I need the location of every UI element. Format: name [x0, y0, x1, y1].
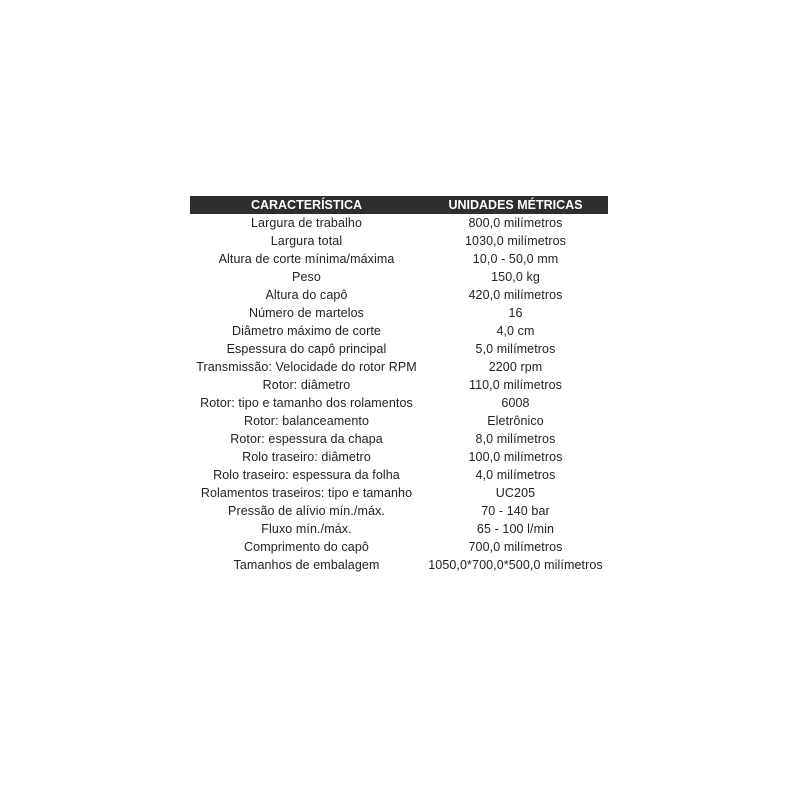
feature-cell: Rotor: balanceamento	[244, 414, 369, 428]
table-row	[190, 286, 608, 304]
feature-cell: Peso	[292, 270, 321, 284]
header-row	[190, 196, 608, 214]
feature-cell: Altura do capô	[265, 288, 348, 302]
header-metric-units: UNIDADES MÉTRICAS	[423, 196, 608, 214]
feature-cell: Fluxo mín./máx.	[261, 522, 352, 536]
table-row	[190, 394, 608, 412]
specifications-table	[190, 196, 608, 574]
table-row	[190, 556, 608, 574]
table-row	[190, 502, 608, 520]
header-feature: CARACTERÍSTICA	[190, 196, 423, 214]
value-cell: 10,0 - 50,0 mm	[472, 252, 559, 266]
table-row	[190, 322, 608, 340]
table-row	[190, 466, 608, 484]
feature-cell: Rolo traseiro: diâmetro	[242, 450, 371, 464]
table-row	[190, 412, 608, 430]
feature-cell: Rotor: tipo e tamanho dos rolamentos	[200, 396, 413, 410]
table-row	[190, 376, 608, 394]
value-cell: 1030,0 milímetros	[464, 234, 567, 248]
table-row	[190, 484, 608, 502]
table-row	[190, 448, 608, 466]
value-cell: 6008	[501, 396, 530, 410]
value-cell: 16	[508, 306, 523, 320]
value-cell: Eletrônico	[487, 414, 544, 428]
feature-cell: Espessura do capô principal	[226, 342, 387, 356]
value-cell: 100,0 milímetros	[468, 450, 563, 464]
feature-cell: Rotor: espessura da chapa	[230, 432, 383, 446]
value-cell: 4,0 milímetros	[475, 468, 556, 482]
value-cell: 8,0 milímetros	[475, 432, 556, 446]
value-cell: 70 - 140 bar	[481, 504, 550, 518]
feature-cell: Largura total	[270, 234, 343, 248]
table-row	[190, 358, 608, 376]
table-body	[190, 214, 608, 574]
table-row	[190, 520, 608, 538]
feature-cell: Tamanhos de embalagem	[233, 558, 380, 572]
value-cell: 420,0 milímetros	[468, 288, 563, 302]
value-cell: UC205	[495, 486, 536, 500]
table-row	[190, 250, 608, 268]
table-row	[190, 430, 608, 448]
table-header	[190, 196, 608, 214]
table-row	[190, 214, 608, 232]
feature-cell: Pressão de alívio mín./máx.	[228, 504, 385, 518]
value-cell: 150,0 kg	[491, 270, 540, 284]
feature-cell: Transmissão: Velocidade do rotor RPM	[196, 360, 417, 374]
value-cell: 65 - 100 l/min	[476, 522, 555, 536]
feature-cell: Diâmetro máximo de corte	[232, 324, 381, 338]
value-cell: 1050,0*700,0*500,0 milímetros	[428, 558, 603, 572]
value-cell: 5,0 milímetros	[475, 342, 556, 356]
feature-cell: Número de martelos	[248, 306, 365, 320]
table-row	[190, 268, 608, 286]
table-row	[190, 232, 608, 250]
feature-cell: Rolamentos traseiros: tipo e tamanho	[200, 486, 413, 500]
value-cell: 110,0 milímetros	[468, 378, 563, 392]
table-row	[190, 538, 608, 556]
value-cell: 2200 rpm	[488, 360, 543, 374]
table-row	[190, 304, 608, 322]
value-cell: 4,0 cm	[496, 324, 535, 338]
feature-cell: Rolo traseiro: espessura da folha	[213, 468, 400, 482]
value-cell: 800,0 milímetros	[468, 216, 563, 230]
feature-cell: Altura de corte mínima/máxima	[218, 252, 395, 266]
feature-cell: Comprimento do capô	[244, 540, 369, 554]
feature-cell: Rotor: diâmetro	[262, 378, 351, 392]
feature-cell: Largura de trabalho	[250, 216, 362, 230]
value-cell: 700,0 milímetros	[468, 540, 563, 554]
table-row	[190, 340, 608, 358]
